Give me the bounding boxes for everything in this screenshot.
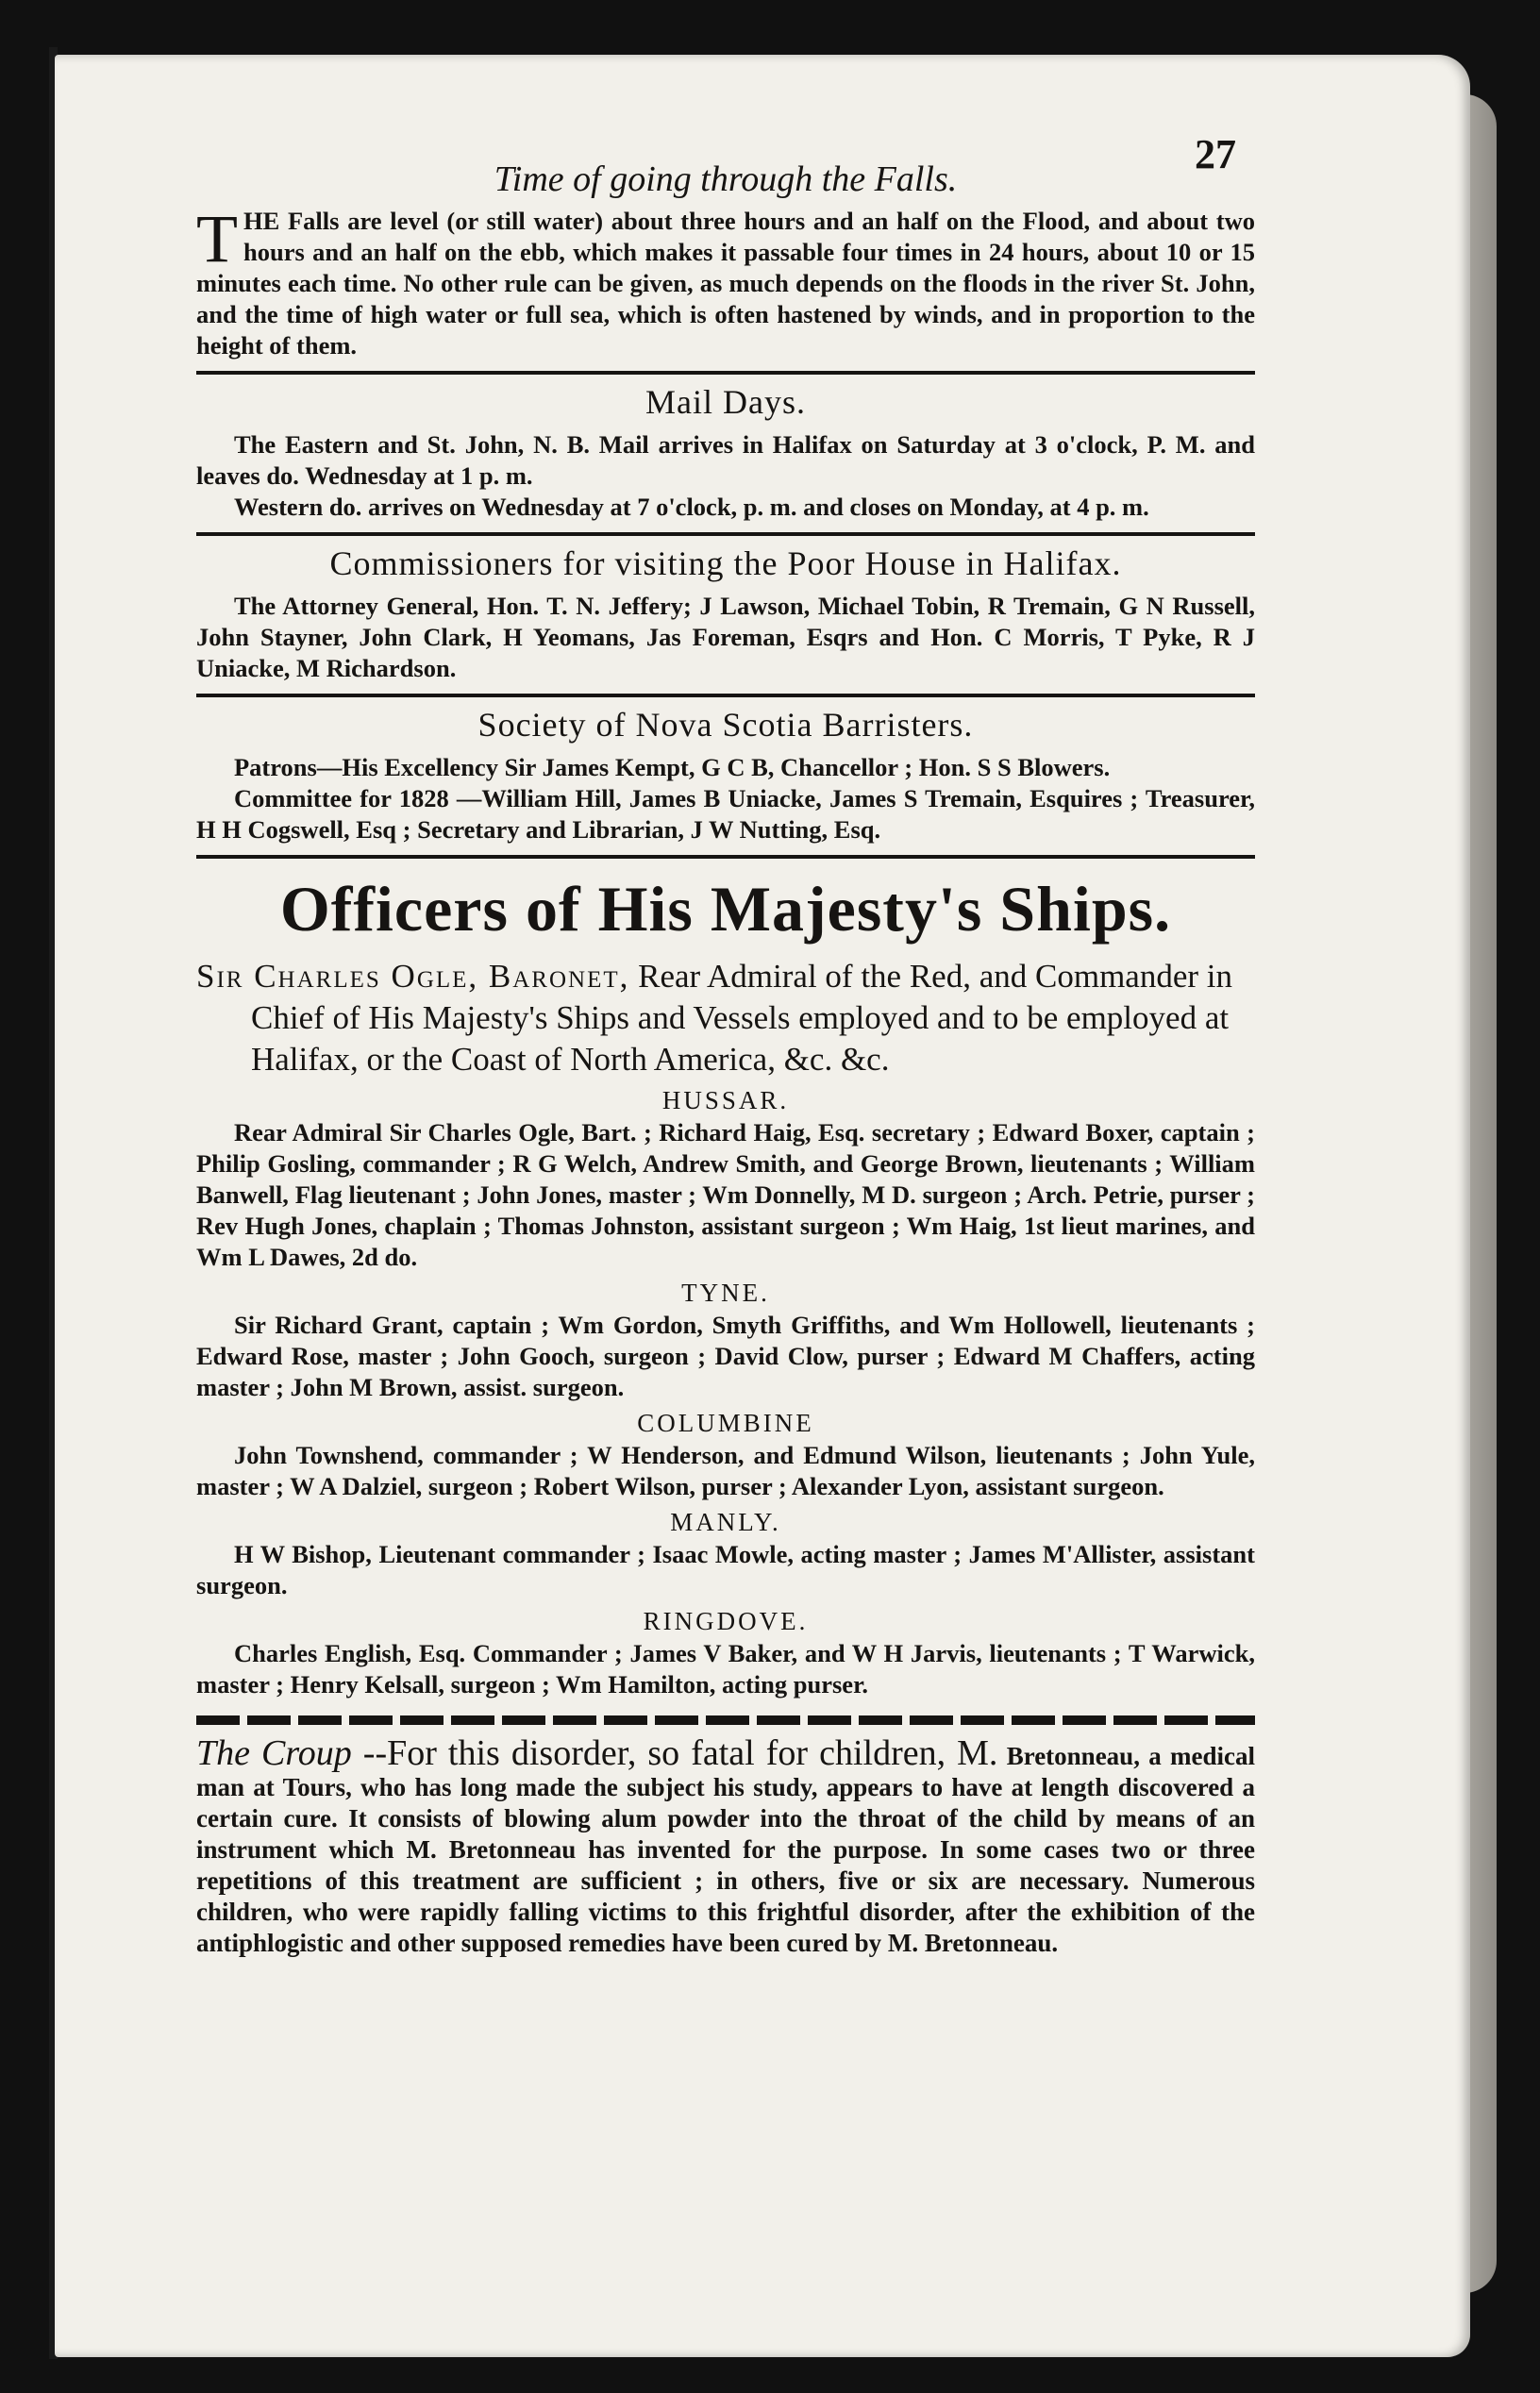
ship-officers: John Townshend, commander ; W Henderson, and Edmund Wilson, lieutenants ; John Yule, master ; W A Dalziel, surgeon ; Robert Wilson, purser ; Alexander Lyon, assistant surgeon. [196,1441,1255,1500]
croup-article [196,1733,1255,1959]
croup-lead [196,1733,997,1773]
barristers-patrons: Patrons—His Excellency Sir James Kempt, G C B, Chancellor ; Hon. S S Blowers. [234,753,1111,781]
falls-text: HE Falls are level (or still water) about three hours and an half on the Flood, and about two hours and an half on the ebb, which makes it passable four times in 24 hours, about 10 or 15 minutes each time. No other rule can be given, as much depends on the floods in the river St. John, and the time of high water or full sea, which is often hastened by winds, and in proportion to the height of them. [196,207,1255,360]
barristers-committee: Committee for 1828 —William Hill, James B Uniacke, James S Tremain, Esquires ; Treasurer, H H Cogswell, Esq ; Secretary and Librarian, J W Nutting, Esq. [196,784,1255,844]
ship-name: HUSSAR. [661,1086,790,1114]
falls-dropcap: T [196,201,238,276]
poor-house-text: The Attorney General, Hon. T. N. Jeffery; J Lawson, Michael Tobin, R Tremain, G N Russell, John Stayner, John Clark, H Yeomans, Jas Foreman, Esqrs and Hon. C Morris, T Pyke, R J Uniacke, M Richardson. [196,592,1255,682]
ship-name: MANLY. [670,1508,781,1536]
admiral-name: Sir Charles Ogle, Baronet, [196,958,630,995]
falls-section [196,201,1255,361]
page-number: 27 [1195,131,1236,177]
mail-western: Western do. arrives on Wednesday at 7 o'clock, p. m. and closes on Monday, at 4 p. m. [234,493,1149,521]
section-divider [196,532,1255,536]
ship-officers: H W Bishop, Lieutenant commander ; Isaac Mowle, acting master ; James M'Allister, assistant surgeon. [196,1540,1255,1599]
poor-house-title: Commissioners for visiting the Poor House in Halifax. [329,544,1122,582]
mail-eastern: The Eastern and St. John, N. B. Mail arrives in Halifax on Saturday at 3 o'clock, P. M. and leaves do. Wednesday at 1 p. m. [196,430,1255,490]
ship-officers: Sir Richard Grant, captain ; Wm Gordon, Smyth Griffiths, and Wm Hollowell, lieutenants ; Edward Rose, master ; John Gooch, surgeon ; David Clow, purser ; Edward M Chaffers, acting master ; John M Brown, assist. surgeon. [196,1311,1255,1401]
barristers-title: Society of Nova Scotia Barristers. [477,706,974,744]
ship-officers: Charles English, Esq. Commander ; James V Baker, and W H Jarvis, lieutenants ; T Warwick, master ; Henry Kelsall, surgeon ; Wm Hamilton, acting purser. [196,1639,1255,1699]
croup-lead-rest: --For this disorder, so fatal for children, M. [351,1733,998,1773]
admiral-entry [196,956,1255,1080]
section-divider [196,855,1255,859]
ship-name: TYNE. [681,1279,770,1307]
croup-title: The Croup [196,1733,352,1773]
ship-name: COLUMBINE [637,1409,814,1437]
falls-title: Time of going through the Falls. [494,159,958,199]
ship-officers: Rear Admiral Sir Charles Ogle, Bart. ; Richard Haig, Esq. secretary ; Edward Boxer, captain ; Philip Gosling, commander ; R G Welch, Andrew Smith, and George Brown, lieutenants ; William Banwell, Flag lieutenant ; John Jones, master ; Wm Donnelly, M D. surgeon ; Arch. Petrie, purser ; Rev Hugh Jones, chaplain ; Thomas Johnston, assistant surgeon ; Wm Haig, 1st lieut marines, and Wm L Dawes, 2d do. [196,1118,1255,1271]
croup-text: Bretonneau, a medical man at Tours, who has long made the subject his study, appears to have at length discovered a certain cure. It consists of blowing alum powder into the throat of the child by means of an instrument which M. Bretonneau has invented for the purpose. In some cases two or three repetitions of this treatment are sufficient ; in others, five or six are necessary. Numerous children, who were rapidly falling victims to this frightful disorder, after the exhibition of the antiphlogistic and other supposed remedies have been cured by M. Bretonneau. [196,1742,1255,1957]
dashed-divider [196,1715,1255,1725]
ship-name: RINGDOVE. [643,1607,809,1635]
officers-title: Officers of His Majesty's Ships. [279,873,1172,945]
section-divider [196,371,1255,375]
section-divider [196,694,1255,697]
admiral-text: Rear Admiral of the Red, and Commander in Chief of His Majesty's Ships and Vessels employed and to be employed at Halifax, or the Coast of North America, &c. &c. [251,958,1232,1078]
mail-title: Mail Days. [645,383,806,421]
page-content [196,123,1255,1959]
